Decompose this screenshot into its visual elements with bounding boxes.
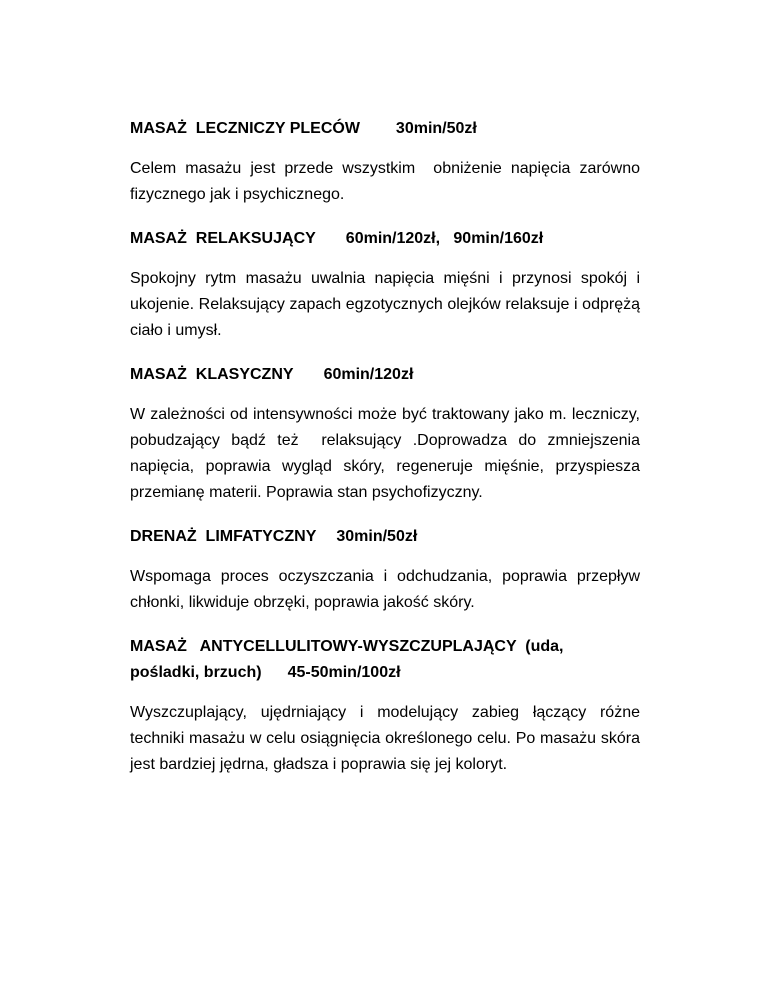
service-price: 30min/50zł	[336, 528, 418, 545]
service-price: 45-50min/100zł	[287, 664, 401, 681]
service-klasyczny	[130, 362, 645, 506]
service-name-continued	[130, 660, 640, 686]
service-price: 60min/120zł, 90min/160zł	[345, 230, 544, 247]
service-heading	[130, 116, 640, 142]
service-price: 30min/50zł	[395, 120, 477, 137]
service-name: MASAŻ RELAKSUJĄCY	[130, 230, 316, 247]
service-name: MASAŻ KLASYCZNY	[130, 366, 294, 383]
service-description: Spokojny rytm masażu uwalnia napięcia mięśni i przynosi spokój i ukojenie. Relaksujący zapach egzotycznych olejków relaksuje i odprężą ciało i umysł.	[130, 270, 640, 339]
service-name: MASAŻ ANTYCELLULITOWY-WYSZCZUPLAJĄCY (uda,	[130, 638, 564, 655]
service-relaksujacy	[130, 226, 640, 344]
service-heading	[130, 524, 640, 550]
service-name: MASAŻ LECZNICZY PLECÓW	[130, 120, 360, 137]
service-heading	[130, 226, 640, 252]
service-name: DRENAŻ LIMFATYCZNY	[130, 528, 317, 545]
service-description: Wyszczuplający, ujędrniający i modelujący zabieg łączący różne techniki masażu w celu osiągnięcia określonego celu. Po masażu skóra jest bardziej jędrna, gładsza i poprawia się jej koloryt.	[130, 704, 640, 773]
service-lecznicze-plecow	[130, 116, 645, 208]
service-name-areas: pośladki, brzuch)	[130, 664, 262, 681]
price-list-document	[130, 116, 645, 796]
service-heading	[130, 634, 640, 686]
service-price: 60min/120zł	[323, 366, 414, 383]
service-description: Celem masażu jest przede wszystkim obniżenie napięcia zarówno fizycznego jak i psychicznego.	[130, 160, 645, 203]
service-description: Wspomaga proces oczyszczania i odchudzania, poprawia przepływ chłonki, likwiduje obrzęki, poprawia jakość skóry.	[130, 568, 640, 611]
service-heading	[130, 362, 640, 388]
service-antycellulitowy	[130, 634, 640, 778]
service-drenaz-limfatyczny	[130, 524, 640, 616]
service-description: W zależności od intensywności może być traktowany jako m. leczniczy, pobudzający bądź też relaksujący .Doprowadza do zmniejszenia napięcia, poprawia wygląd skóry, regeneruje mięśnie, przyspiesza przemianę materii. Poprawia stan psychofizyczny.	[130, 406, 645, 501]
